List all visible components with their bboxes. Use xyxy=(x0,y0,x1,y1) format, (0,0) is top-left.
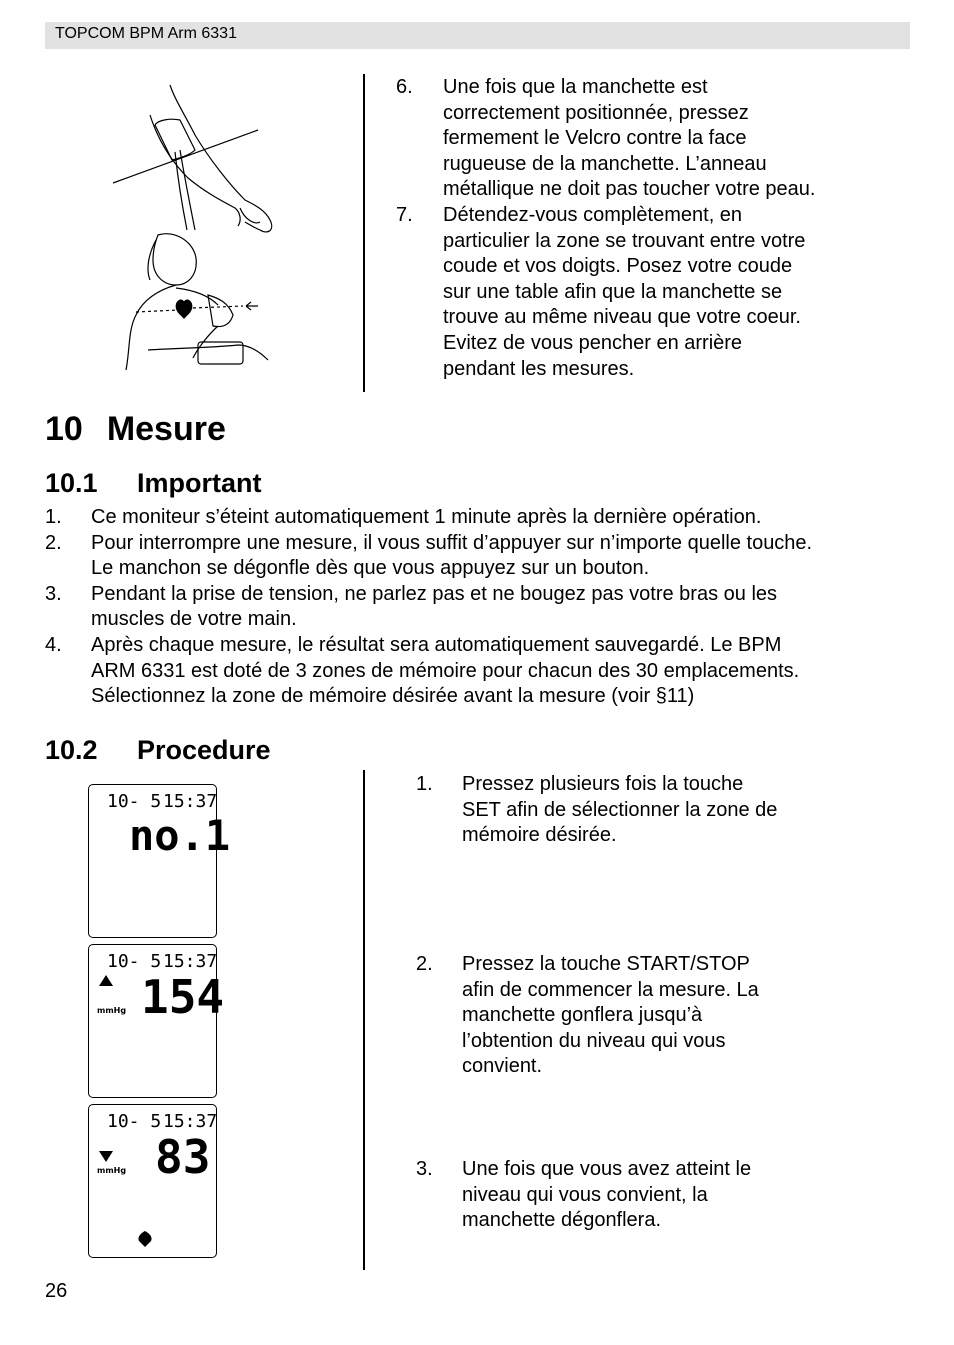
list-item xyxy=(45,505,915,531)
down-arrow-icon xyxy=(99,1151,113,1162)
procedure-step xyxy=(416,1157,836,1234)
list-item-line: Pressez la touche START/STOP xyxy=(462,953,750,975)
section-heading xyxy=(45,410,226,449)
list-item-line: mémoire désirée. xyxy=(462,824,617,847)
heart-icon xyxy=(138,1231,151,1247)
list-item-line: convient. xyxy=(462,1055,543,1078)
lcd-memory-zone: no.1 xyxy=(129,811,231,860)
procedure-heading xyxy=(45,735,271,766)
list-item xyxy=(45,582,915,633)
lcd-pressure: 83 xyxy=(155,1130,211,1184)
list-item-line: l’obtention du niveau qui vous xyxy=(462,1029,726,1052)
lcd-unit: mmHg xyxy=(97,1166,127,1175)
lcd-memory-svg xyxy=(89,785,231,937)
list-item-line: Pendant la prise de tension, ne parlez pas et ne bougez pas votre bras ou les xyxy=(91,582,778,605)
list-item-line: afin de commencer la mesure. La xyxy=(462,978,759,1001)
list-item-line: fermement le Velcro contre la face xyxy=(443,127,747,150)
list-item-line: métallique ne doit pas toucher votre peau. xyxy=(443,178,816,201)
list-item-line: manchette dégonflera. xyxy=(462,1209,662,1232)
list-item-number: 1. xyxy=(45,506,62,528)
procedure-column-divider xyxy=(363,770,365,1270)
header-title: TOPCOM BPM Arm 6331 xyxy=(55,25,237,42)
list-item xyxy=(45,531,915,582)
page-number: 26 xyxy=(45,1280,68,1302)
lcd-time: 15:37 xyxy=(163,951,218,972)
list-item-line: rugueuse de la manchette. L’anneau xyxy=(443,152,767,175)
list-item-number: 1. xyxy=(416,773,433,795)
list-item-line: Après chaque mesure, le résultat sera automatiquement sauvegardé. Le BPM xyxy=(91,633,782,656)
procedure-title: Procedure xyxy=(137,735,271,765)
header-bar xyxy=(45,22,910,49)
list-item-line: Le manchon se dégonfle dès que vous appuyez sur un bouton. xyxy=(91,557,650,580)
arm-cuff-illustration xyxy=(110,80,280,240)
lcd-inflate-svg xyxy=(89,945,225,1097)
list-item-number: 2. xyxy=(45,531,62,554)
procedure-step xyxy=(416,772,836,849)
list-item-line: ARM 6331 est doté de 3 zones de mémoire pour chacun des 30 emplacements. xyxy=(91,659,800,682)
top-column-divider xyxy=(363,74,365,392)
important-heading xyxy=(45,468,262,499)
lcd-display-memory xyxy=(88,784,231,938)
lcd-date: 10- 5 xyxy=(107,791,162,812)
list-item-line: trouve au même niveau que votre coeur. xyxy=(443,306,801,329)
list-item-line: coude et vos doigts. Posez votre coude xyxy=(443,255,793,278)
list-item-line: muscles de votre main. xyxy=(91,608,297,631)
list-item-line: Détendez-vous complètement, en xyxy=(443,203,743,226)
procedure-number: 10.2 xyxy=(45,735,98,765)
list-item-number: 3. xyxy=(45,582,62,605)
list-item-line: particulier la zone se trouvant entre votre xyxy=(443,229,806,252)
list-item xyxy=(416,952,836,1080)
list-item-line: manchette gonflera jusqu’à xyxy=(462,1004,703,1027)
seated-woman-illustration xyxy=(118,230,278,375)
lcd-pressure: 154 xyxy=(141,970,225,1024)
list-item-line: niveau qui vous convient, la xyxy=(462,1183,708,1206)
list-item-number: 7. xyxy=(396,203,413,226)
up-arrow-icon xyxy=(99,975,113,986)
list-item-line: Une fois que vous avez atteint le xyxy=(462,1158,752,1180)
important-number: 10.1 xyxy=(45,468,98,498)
list-item-number: 6. xyxy=(396,76,413,98)
lcd-deflate-svg xyxy=(89,1105,216,1257)
list-item xyxy=(45,633,915,710)
list-item-number: 3. xyxy=(416,1158,433,1180)
lcd-date: 10- 5 xyxy=(107,951,162,972)
list-item xyxy=(416,772,836,849)
list-item xyxy=(416,1157,836,1234)
top-steps-list xyxy=(396,75,896,382)
list-item-line: Sélectionnez la zone de mémoire désirée avant la mesure (voir §11) xyxy=(91,685,695,708)
list-item-number: 2. xyxy=(416,953,433,975)
list-item-line: correctement positionnée, pressez xyxy=(443,101,749,124)
list-item-line: Evitez de vous pencher en arrière xyxy=(443,331,743,354)
list-item-number: 4. xyxy=(45,633,62,656)
lcd-unit: mmHg xyxy=(97,1006,127,1015)
list-item-line: sur une table afin que la manchette se xyxy=(443,280,783,303)
list-item-line: SET afin de sélectionner la zone de xyxy=(462,798,778,821)
section-number: 10 xyxy=(45,410,83,448)
list-item-line: pendant les mesures. xyxy=(443,357,635,380)
list-item xyxy=(396,75,896,203)
important-list xyxy=(45,505,915,710)
lcd-display-deflate xyxy=(88,1104,217,1258)
procedure-step xyxy=(416,952,836,1080)
list-item xyxy=(396,203,896,382)
list-item-line: Une fois que la manchette est xyxy=(443,76,708,98)
list-item-line: Pour interrompre une mesure, il vous suffit d’appuyer sur n’importe quelle touche. xyxy=(91,531,813,554)
section-title: Mesure xyxy=(106,410,226,448)
lcd-date: 10- 5 xyxy=(107,1111,162,1132)
important-title: Important xyxy=(137,468,262,498)
lcd-time: 15:37 xyxy=(163,1111,218,1132)
lcd-display-inflate xyxy=(88,944,225,1098)
lcd-time: 15:37 xyxy=(163,791,218,812)
list-item-line: Ce moniteur s’éteint automatiquement 1 minute après la dernière opération. xyxy=(91,506,762,528)
list-item-line: Pressez plusieurs fois la touche xyxy=(462,773,744,795)
